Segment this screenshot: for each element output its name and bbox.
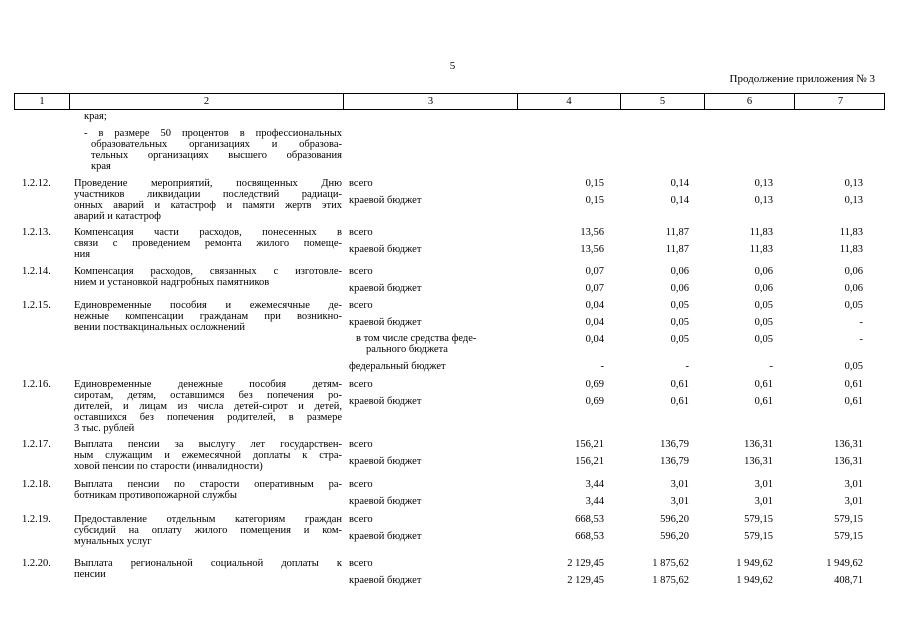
row-value-col-4: 0,15 [585, 195, 604, 206]
row-value-col-7: 1 949,62 [826, 558, 863, 569]
row-value-col-6: 1 949,62 [736, 575, 773, 586]
row-value-col-7: - [859, 317, 863, 328]
row-source-label: краевой бюджет [349, 396, 422, 407]
row-value-col-7: 579,15 [834, 514, 863, 525]
row-value-col-7: 0,05 [844, 300, 863, 311]
row-value-col-7: 0,13 [844, 178, 863, 189]
row-value-col-6: 0,61 [754, 396, 773, 407]
row-value-col-4: 0,07 [585, 266, 604, 277]
row-value-col-7: 136,31 [834, 439, 863, 450]
row-value-col-7: 0,06 [844, 283, 863, 294]
row-source-label: всего [349, 227, 373, 238]
row-source-label: краевой бюджет [349, 317, 422, 328]
row-source-label: всего [349, 379, 373, 390]
row-value-col-5: 0,61 [670, 379, 689, 390]
row-source-label: краевой бюджет [349, 531, 422, 542]
row-value-col-4: 668,53 [575, 531, 604, 542]
row-value-col-6: 0,61 [754, 379, 773, 390]
row-value-col-4: 0,04 [585, 317, 604, 328]
row-value-col-7: 136,31 [834, 456, 863, 467]
row-value-col-6: 3,01 [754, 496, 773, 507]
row-code: 1.2.17. [22, 439, 51, 450]
row-value-col-4: 2 129,45 [567, 558, 604, 569]
page-number: 5 [449, 60, 456, 72]
row-value-col-7: 3,01 [844, 496, 863, 507]
row-description: Единовременные денежные пособия детям- сиротам, детям, оставшимся без попечения ро- дителей, и лицам из числа детей-сирот и детей, оставшихся без попечения родителей, в размере 3 тыс. рублей [74, 379, 342, 434]
table-header-row [14, 93, 885, 110]
row-value-col-6: 3,01 [754, 479, 773, 490]
row-value-col-5: 0,14 [670, 195, 689, 206]
row-value-col-6: 579,15 [744, 531, 773, 542]
row-source-label: всего [349, 266, 373, 277]
row-value-col-4: 0,69 [585, 396, 604, 407]
row-value-col-6: 0,06 [754, 266, 773, 277]
row-source-label: краевой бюджет [349, 575, 422, 586]
row-value-col-4: 156,21 [575, 456, 604, 467]
row-value-col-7: 579,15 [834, 531, 863, 542]
row-value-col-5: 0,06 [670, 283, 689, 294]
row-value-col-4: 13,56 [580, 227, 604, 238]
row-value-col-4: 3,44 [585, 496, 604, 507]
row-value-col-4: 0,04 [585, 300, 604, 311]
row-value-col-4: 0,69 [585, 379, 604, 390]
row-description: Выплата пенсии за выслугу лет государствен- ным служащим и ежемесячной доплаты к стра- ховой пенсии по старости (инвалидности) [74, 439, 342, 472]
row-value-col-6: 136,31 [744, 439, 773, 450]
row-source-label: краевой бюджет [349, 283, 422, 294]
row-code: 1.2.20. [22, 558, 51, 569]
row-value-col-5: 0,05 [670, 334, 689, 345]
row-value-col-7: 408,71 [834, 575, 863, 586]
row-description: Выплата пенсии по старости оперативным ра- ботникам противопожарной службы [74, 479, 342, 501]
row-value-col-7: 0,61 [844, 396, 863, 407]
row-source-label: краевой бюджет [349, 496, 422, 507]
row-value-col-7: 0,61 [844, 379, 863, 390]
row-source-label: краевой бюджет [349, 244, 422, 255]
row-value-col-6: 0,05 [754, 300, 773, 311]
row-source-label: в том числе средства феде- рального бюджета [356, 333, 477, 355]
row-value-col-4: 2 129,45 [567, 575, 604, 586]
row-description: Проведение мероприятий, посвященных Дню участников ликвидации последствий радиаци- онных аварий и катастроф и памяти жертв этих аварий и катастроф [74, 178, 342, 222]
row-value-col-4: 3,44 [585, 479, 604, 490]
row-description: Единовременные пособия и ежемесячные де- нежные компенсации гражданам при возникно- вении поствакцинальных осложнений [74, 300, 342, 333]
row-description: Выплата региональной социальной доплаты к пенсии [74, 558, 342, 580]
row-value-col-5: 0,05 [670, 300, 689, 311]
appendix-continuation-label: Продолжение приложения № 3 [729, 73, 875, 85]
row-value-col-4: 0,04 [585, 334, 604, 345]
header-col-3: 3 [344, 94, 518, 109]
row-value-col-5: 1 875,62 [652, 575, 689, 586]
row-value-col-6: 136,31 [744, 456, 773, 467]
row-value-col-7: 11,83 [839, 244, 863, 255]
row-source-label: краевой бюджет [349, 456, 422, 467]
row-value-col-5: 0,61 [670, 396, 689, 407]
continued-text-line: края; [84, 111, 107, 122]
row-value-col-5: 136,79 [660, 439, 689, 450]
row-source-label: всего [349, 178, 373, 189]
row-value-col-6: 11,83 [749, 244, 773, 255]
row-source-label: краевой бюджет [349, 195, 422, 206]
row-source-label: всего [349, 558, 373, 569]
row-value-col-5: - [685, 361, 689, 372]
header-col-5: 5 [621, 94, 705, 109]
row-value-col-6: 0,13 [754, 195, 773, 206]
budget-table [14, 93, 885, 110]
row-description: Компенсация части расходов, понесенных в связи с проведением ремонта жилого помеще- ния [74, 227, 342, 260]
row-value-col-5: 11,87 [665, 244, 689, 255]
row-value-col-5: 596,20 [660, 531, 689, 542]
row-value-col-5: 11,87 [665, 227, 689, 238]
row-value-col-7: - [859, 334, 863, 345]
row-code: 1.2.12. [22, 178, 51, 189]
row-value-col-5: 0,14 [670, 178, 689, 189]
row-code: 1.2.16. [22, 379, 51, 390]
row-value-col-7: 11,83 [839, 227, 863, 238]
row-description: Предоставление отдельным категориям граждан субсидий на оплату жилого помещения и ком- мунальных услуг [74, 514, 342, 547]
row-value-col-4: 0,07 [585, 283, 604, 294]
row-value-col-6: 1 949,62 [736, 558, 773, 569]
row-code: 1.2.18. [22, 479, 51, 490]
row-value-col-4: - [600, 361, 604, 372]
header-col-4: 4 [518, 94, 621, 109]
continued-list-item: - в размере 50 процентов в профессиональных образовательных организациях и образова- тельных организациях высшего образования края [84, 128, 342, 172]
row-value-col-4: 13,56 [580, 244, 604, 255]
row-source-label: всего [349, 514, 373, 525]
row-value-col-4: 0,15 [585, 178, 604, 189]
header-col-2: 2 [70, 94, 344, 109]
row-value-col-6: 0,06 [754, 283, 773, 294]
row-source-label: федеральный бюджет [349, 361, 446, 372]
row-source-label: всего [349, 439, 373, 450]
row-value-col-5: 136,79 [660, 456, 689, 467]
row-value-col-7: 3,01 [844, 479, 863, 490]
row-value-col-4: 156,21 [575, 439, 604, 450]
row-value-col-6: - [769, 361, 773, 372]
row-value-col-6: 0,05 [754, 317, 773, 328]
row-value-col-7: 0,05 [844, 361, 863, 372]
row-value-col-5: 0,05 [670, 317, 689, 328]
row-value-col-5: 1 875,62 [652, 558, 689, 569]
header-col-7: 7 [837, 96, 844, 107]
row-code: 1.2.14. [22, 266, 51, 277]
row-value-col-7: 0,06 [844, 266, 863, 277]
header-col-1: 1 [15, 94, 70, 109]
row-value-col-4: 668,53 [575, 514, 604, 525]
row-value-col-7: 0,13 [844, 195, 863, 206]
row-value-col-6: 11,83 [749, 227, 773, 238]
row-description: Компенсация расходов, связанных с изготовле- нием и установкой надгробных памятников [74, 266, 342, 288]
row-value-col-5: 3,01 [670, 479, 689, 490]
row-code: 1.2.19. [22, 514, 51, 525]
row-code: 1.2.15. [22, 300, 51, 311]
row-value-col-6: 0,05 [754, 334, 773, 345]
row-source-label: всего [349, 479, 373, 490]
row-code: 1.2.13. [22, 227, 51, 238]
row-source-label: всего [349, 300, 373, 311]
row-value-col-5: 3,01 [670, 496, 689, 507]
row-value-col-6: 0,13 [754, 178, 773, 189]
row-value-col-5: 0,06 [670, 266, 689, 277]
row-value-col-6: 579,15 [744, 514, 773, 525]
row-value-col-5: 596,20 [660, 514, 689, 525]
header-col-6: 6 [705, 94, 795, 109]
